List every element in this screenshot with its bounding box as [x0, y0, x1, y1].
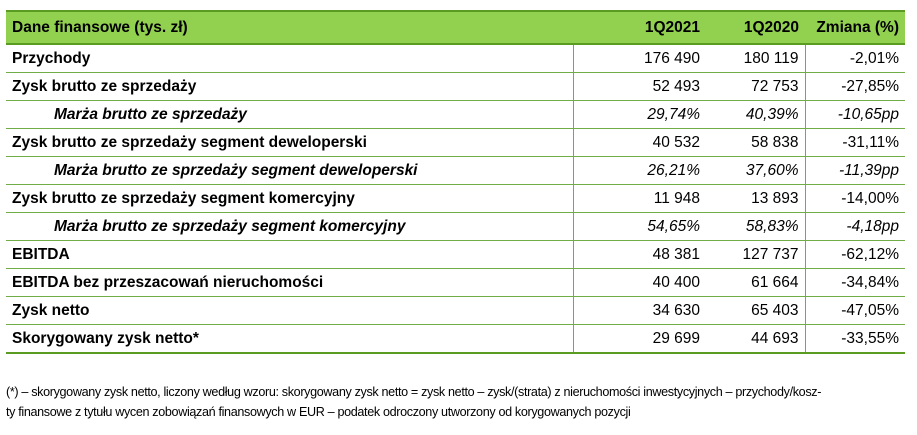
value-change: -4,18pp	[805, 213, 905, 241]
row-label: Marża brutto ze sprzedaży	[6, 101, 573, 129]
value-1q2021: 34 630	[573, 297, 706, 325]
value-1q2020: 61 664	[706, 269, 805, 297]
value-change: -33,55%	[805, 325, 905, 354]
value-1q2021: 54,65%	[573, 213, 706, 241]
header-label: Dane finansowe (tys. zł)	[6, 11, 573, 44]
row-label: Zysk brutto ze sprzedaży	[6, 73, 573, 101]
table-row-skorygowany-zysk-netto	[6, 325, 905, 354]
value-1q2021: 29,74%	[573, 101, 706, 129]
value-1q2021: 52 493	[573, 73, 706, 101]
value-change: -14,00%	[805, 185, 905, 213]
value-change: -2,01%	[805, 44, 905, 73]
value-1q2021: 29 699	[573, 325, 706, 354]
financial-data-table	[6, 10, 905, 354]
table-row-zysk-brutto	[6, 73, 905, 101]
value-1q2021: 26,21%	[573, 157, 706, 185]
value-1q2020: 37,60%	[706, 157, 805, 185]
value-1q2021: 176 490	[573, 44, 706, 73]
value-change: -10,65pp	[805, 101, 905, 129]
value-change: -62,12%	[805, 241, 905, 269]
value-1q2020: 72 753	[706, 73, 805, 101]
row-label: Skorygowany zysk netto*	[6, 325, 573, 354]
value-change: -11,39pp	[805, 157, 905, 185]
row-label: Zysk brutto ze sprzedaży segment deweloperski	[6, 129, 573, 157]
value-1q2020: 65 403	[706, 297, 805, 325]
row-label: Marża brutto ze sprzedaży segment komercyjny	[6, 213, 573, 241]
value-1q2020: 40,39%	[706, 101, 805, 129]
value-change: -27,85%	[805, 73, 905, 101]
table-row-zysk-netto	[6, 297, 905, 325]
table-row-przychody	[6, 44, 905, 73]
value-1q2021: 48 381	[573, 241, 706, 269]
row-label: Przychody	[6, 44, 573, 73]
table-row-marza-brutto	[6, 101, 905, 129]
value-1q2020: 180 119	[706, 44, 805, 73]
header-1q2020: 1Q2020	[706, 11, 805, 44]
value-1q2020: 127 737	[706, 241, 805, 269]
value-1q2021: 11 948	[573, 185, 706, 213]
row-label: Zysk netto	[6, 297, 573, 325]
row-label: Zysk brutto ze sprzedaży segment komercyjny	[6, 185, 573, 213]
value-1q2021: 40 532	[573, 129, 706, 157]
header-1q2021: 1Q2021	[573, 11, 706, 44]
table-header-row	[6, 11, 905, 44]
value-change: -31,11%	[805, 129, 905, 157]
row-label: EBITDA bez przeszacowań nieruchomości	[6, 269, 573, 297]
table-row-marza-komercyjny	[6, 213, 905, 241]
footnote-line-2: ty finansowe z tytułu wycen zobowiązań finansowych w EUR – podatek odroczony utworzony od korygowanych pozycji	[6, 405, 631, 419]
table-row-ebitda-bez-przeszacowan	[6, 269, 905, 297]
value-1q2020: 58,83%	[706, 213, 805, 241]
table-row-zysk-brutto-komercyjny	[6, 185, 905, 213]
value-change: -34,84%	[805, 269, 905, 297]
header-change: Zmiana (%)	[805, 11, 905, 44]
table-row-ebitda	[6, 241, 905, 269]
value-1q2020: 44 693	[706, 325, 805, 354]
value-1q2021: 40 400	[573, 269, 706, 297]
value-1q2020: 13 893	[706, 185, 805, 213]
value-change: -47,05%	[805, 297, 905, 325]
footnote-line-1: (*) – skorygowany zysk netto, liczony według wzoru: skorygowany zysk netto = zysk netto – zysk/(strata) z nieruchomości inwestycyjnych – przychody/kosz-	[6, 385, 822, 399]
row-label: EBITDA	[6, 241, 573, 269]
value-1q2020: 58 838	[706, 129, 805, 157]
footnote	[6, 382, 911, 422]
table-row-marza-deweloperski	[6, 157, 905, 185]
table-row-zysk-brutto-deweloperski	[6, 129, 905, 157]
row-label: Marża brutto ze sprzedaży segment deweloperski	[6, 157, 573, 185]
